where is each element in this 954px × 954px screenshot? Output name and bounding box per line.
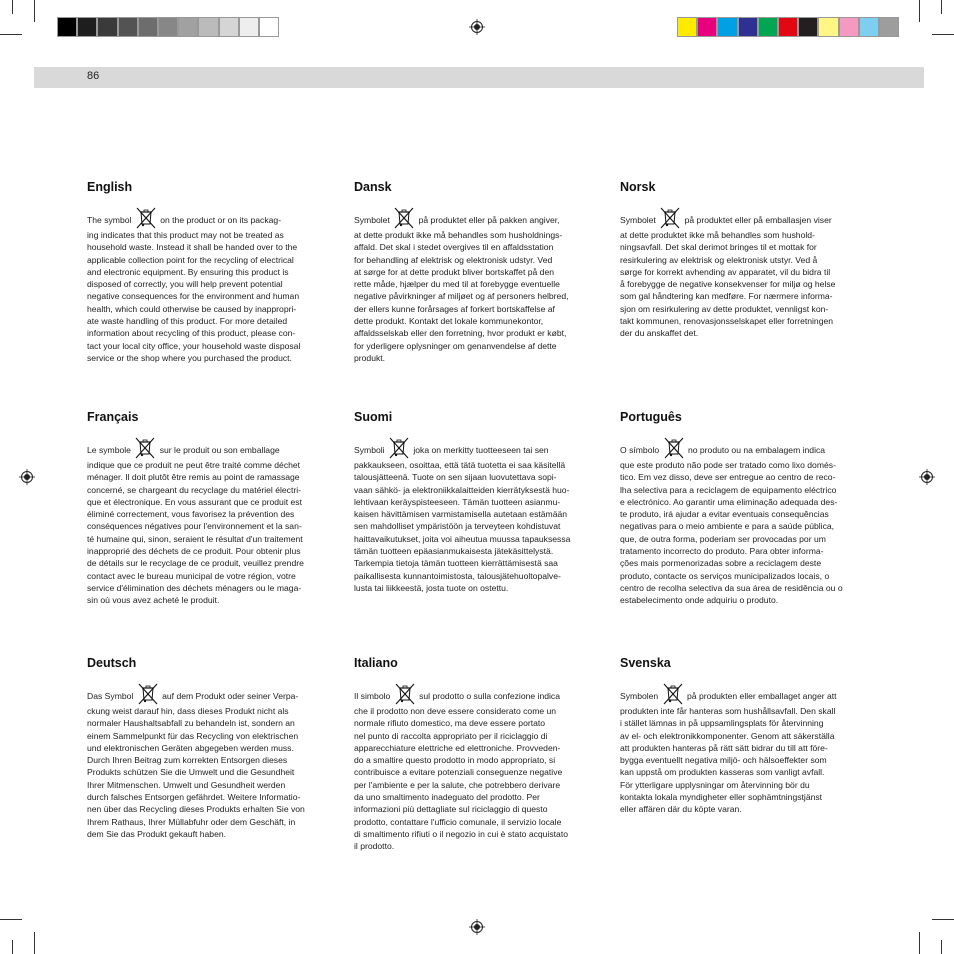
- weee-bin-icon: [662, 683, 684, 705]
- color-swatch: [97, 17, 117, 37]
- section-body: Il simbolo sul prodotto o sulla confezione indica che il prodotto non deve essere considerato come un normale rifiuto domestico, ma deve essere portato nel punto di raccolta appropriato per il riciclaggio di apparecchiature elettriche ed elettroniche. Provveden- do a smaltire questo prodotto in modo appropriato, si contribuisce a evitare potenziali conseguenze negative per l'ambiente e per la salute, che potrebbero derivare da uno smaltimento inadeguato del prodotto. Per informazioni più dettagliate sul riciclaggio di questo prodotto, contattare l'ufficio comunale, il servizio locale di smaltimento rifiuti o il negozio in cui è stato acquistato il prodotto.: [354, 683, 604, 853]
- section-title: Suomi: [354, 410, 393, 424]
- color-swatch: [239, 17, 259, 37]
- color-swatch: [717, 17, 737, 37]
- section-francais: [87, 410, 337, 607]
- section-portugues: [620, 410, 870, 607]
- section-english: [87, 180, 337, 364]
- section-title: Français: [87, 410, 139, 424]
- crop-mark: [932, 34, 954, 35]
- section-italiano: [354, 656, 604, 853]
- color-swatch: [219, 17, 239, 37]
- crop-mark: [932, 919, 954, 920]
- crop-mark: [0, 34, 22, 35]
- weee-bin-icon: [388, 437, 410, 459]
- section-body: Symboli joka on merkitty tuotteeseen tai sen pakkaukseen, osoittaa, että tätä tuotetta ei saa käsitellä talousjätteenä. Tuote on sen sijaan luovutettava sopi- vaan sähkö- ja elektroniikkalaitteiden kierrätyksestä huo- lehtivaan keräyspisteeseen. Tämän tuotteen asianmu- kaisen hävittämisen varmistamisella autetaan estämään sen mahdolliset ympäristöön ja terveyteen kohdistuvat haittavaikutukset, joita voi aiheutua muussa tapauksessa tämän tuotteen epäasianmukaisesta jätekäsittelystä. Tarkempia tietoja tämän tuotteen kierrättämisestä saa paikallisesta kunnantoimistosta, talousjätehuoltopalve- lusta tai liikkeestä, josta tuote on ostettu.: [354, 437, 604, 594]
- color-swatch: [818, 17, 838, 37]
- registration-mark-icon: [469, 19, 485, 35]
- weee-bin-icon: [663, 437, 685, 459]
- section-body: O símbolo no produto ou na embalagem indica que este produto não pode ser tratado como lixo domés- tico. Em vez disso, deve ser entregue ao centro de reco- lha selectiva para a reciclagem de equipamento eléctrico e electrónico. Ao garantir uma eliminação adequada des- te produto, irá ajudar a evitar eventuais consequências negativas para o meio ambiente e para a saúde pública, que, de outra forma, poderiam ser provocadas por um tratamento incorrecto do produto. Para obter informa- ções mais pormenorizadas sobre a reciclagem deste produto, contacte os serviços municipalizados locais, o centro de recolha selectiva da sua área de residência ou o estabelecimento onde adquiriu o produto.: [620, 437, 870, 607]
- crop-mark: [12, 0, 13, 14]
- color-swatch: [77, 17, 97, 37]
- weee-bin-icon: [394, 683, 416, 705]
- color-swatch: [697, 17, 717, 37]
- color-swatch: [138, 17, 158, 37]
- color-swatch: [178, 17, 198, 37]
- color-swatch: [758, 17, 778, 37]
- weee-bin-icon: [659, 207, 681, 229]
- crop-mark: [34, 932, 35, 954]
- registration-mark-icon: [919, 469, 935, 485]
- section-body: Le symbole sur le produit ou son emballage indique que ce produit ne peut être traité comme déchet ménager. Il doit plutôt être remis au point de ramassage concerné, se chargeant du recyclage du matériel électri- que et électronique. En vous assurant que ce produit est éliminé correctement, vous favorisez la prévention des conséquences négatives pour l'environnement et la san- té humaine qui, sinon, seraient le résultat d'un traitement inapproprié des déchets de ce produit. Pour obtenir plus de détails sur le recyclage de ce produit, veuillez prendre contact avec le bureau municipal de votre région, votre service d'élimination des déchets ménagers ou le maga- sin où vous avez acheté le produit.: [87, 437, 337, 607]
- section-title: English: [87, 180, 133, 194]
- section-dansk: [354, 180, 604, 364]
- section-suomi: [354, 410, 604, 594]
- section-title: Svenska: [620, 656, 671, 670]
- crop-mark: [0, 919, 22, 920]
- page-number: 86: [87, 70, 100, 82]
- section-body: Symbolen på produkten eller emballaget anger att produkten inte får hanteras som hushållsavfall. Den skall i stället lämnas in på uppsamlingsplats för återvinning av el- och elektronikkomponenter. Genom att säkerställa att produkten hanteras på rätt sätt bidrar du till att före- bygga eventuellt negativa miljö- och hälsoeffekter som kan uppstå om produkten kasseras som vanligt avfall. För ytterligare upplysningar om återvinning bör du kontakta lokala myndigheter eller sophämtningstjänst eller affären där du köpte varan.: [620, 683, 870, 816]
- section-deutsch: [87, 656, 337, 840]
- section-body: Das Symbol auf dem Produkt oder seiner Verpa- ckung weist darauf hin, dass dieses Produkt nicht als normaler Haushaltsabfall zu behandeln ist, sondern an einem Sammelpunkt für das Recycling von elektrischen und elektronischen Geräten abgegeben werden muss. Durch Ihren Beitrag zum korrekten Entsorgen dieses Produkts schützen Sie die Umwelt und die Gesundheit Ihrer Mitmenschen. Umwelt und Gesundheit werden durch falsches Entsorgen gefährdet. Weitere Informatio- nen über das Recycling dieses Produkts erhalten Sie von Ihrem Rathaus, Ihrer Müllabfuhr oder dem Geschäft, in dem Sie das Produkt gekauft haben.: [87, 683, 337, 840]
- crop-mark: [12, 940, 13, 954]
- section-body: Symbolet på produktet eller på emballasjen viser at dette produktet ikke må behandles som hushold- ningsavfall. Det skal derimot bringes til et mottak for resirkulering av elektrisk og elektronisk utstyr. Ved å sørge for korrekt avhending av apparatet, vil du bidra til å forebygge de negative konsekvenser for miljø og helse som gal håndtering kan medføre. For nærmere informa- sjon om resirkulering av dette produktet, vennligst kon- takt kommunen, renovasjonsselskapet eller forretningen der du anskaffet det.: [620, 207, 870, 340]
- registration-mark-icon: [469, 919, 485, 935]
- color-swatch: [158, 17, 178, 37]
- weee-bin-icon: [137, 683, 159, 705]
- crop-mark: [919, 0, 920, 22]
- color-swatch: [198, 17, 218, 37]
- section-title: Português: [620, 410, 682, 424]
- color-swatch: [57, 17, 77, 37]
- color-swatch: [677, 17, 697, 37]
- weee-bin-icon: [134, 437, 156, 459]
- crop-mark: [941, 940, 942, 954]
- crop-mark: [941, 0, 942, 14]
- weee-bin-icon: [135, 207, 157, 229]
- color-swatch: [859, 17, 879, 37]
- registration-mark-icon: [19, 469, 35, 485]
- color-swatch: [879, 17, 899, 37]
- page-header-bar: [34, 67, 924, 88]
- color-swatch: [839, 17, 859, 37]
- section-body: The symbol on the product or on its packag- ing indicates that this product may not be treated as household waste. Instead it shall be handed over to the applicable collection point for the recycling of electrical and electronic equipment. By ensuring this product is disposed of correctly, you will help prevent potential negative consequences for the environment and human health, which could otherwise be caused by inappropri- ate waste handling of this product. For more detailed information about recycling of this product, please con- tact your local city office, your household waste disposal service or the shop where you purchased the product.: [87, 207, 337, 364]
- weee-bin-icon: [393, 207, 415, 229]
- color-swatch: [798, 17, 818, 37]
- crop-mark: [919, 932, 920, 954]
- section-svenska: [620, 656, 870, 816]
- color-swatch: [118, 17, 138, 37]
- crop-mark: [34, 0, 35, 22]
- section-title: Deutsch: [87, 656, 137, 670]
- section-title: Dansk: [354, 180, 392, 194]
- section-body: Symbolet på produktet eller på pakken angiver, at dette produkt ikke må behandles som husholdnings- affald. Det skal i stedet overgives til en affaldsstation for behandling af elektrisk og elektronisk udstyr. Ved at sørge for at dette produkt bliver bortskaffet på den rette måde, hjælper du med til at forebygge eventuelle negative påvirkninger af miljøet og af personers helbred, der ellers kunne forårsages af forkert bortskaffelse af dette produkt. Kontakt det lokale kommunekontor, affaldsselskab eller den forretning, hvor produkt er købt, for yderligere oplysninger om genanvendelse af dette produkt.: [354, 207, 604, 364]
- section-title: Italiano: [354, 656, 398, 670]
- color-swatch: [259, 17, 279, 37]
- color-swatch: [778, 17, 798, 37]
- color-swatch: [738, 17, 758, 37]
- section-title: Norsk: [620, 180, 656, 194]
- section-norsk: [620, 180, 870, 340]
